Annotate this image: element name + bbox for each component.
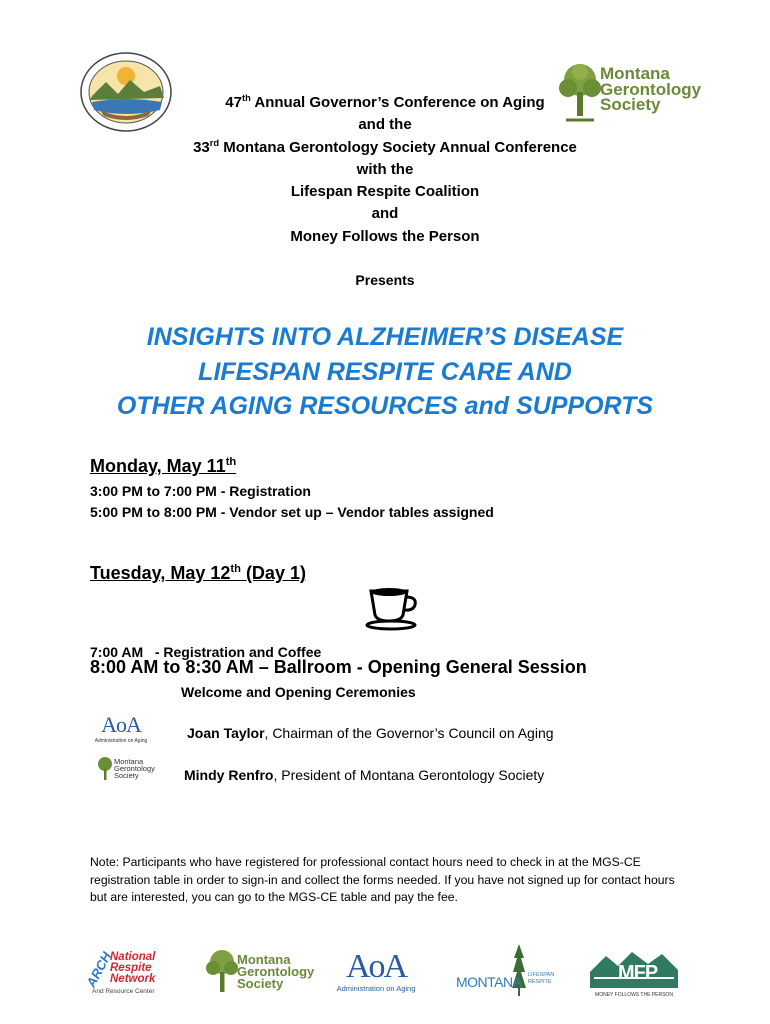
header-line-5: Lifespan Respite Coalition [290,183,480,201]
aoa-bottom-caption: Administration on Aging [336,984,416,993]
montana-word: MONTANA [456,974,522,990]
aoa-small-mark: AoA [101,712,141,737]
arch-line1: National [110,951,156,963]
title-line-3: OTHER AGING RESOURCES and SUPPORTS [116,392,654,420]
presents-label: Presents [355,272,415,288]
header-line-3: 33rd Montana Gerontology Society Annual Conference [193,137,577,156]
note-paragraph: Note: Participants who have registered for professional contact hours need to check in at the MGS-CE registration table in order to sign-in and collect the forms needed. If you have not signed up for contact hours but are interested, you can go to the MGS-CE table and pay the fee. [90,855,675,904]
aoa-bottom-logo [336,950,416,996]
mgs-bottom-line3: Society [237,975,284,991]
tree-icon [205,948,239,996]
speaker-2 [184,767,544,783]
tree-icon [96,756,114,782]
header-line-1: 47th Annual Governor’s Conference on Aging [225,93,545,111]
tuesday-heading: Tuesday, May 12th (Day 1) [90,563,306,583]
arch-line4: And Resource Center [92,988,155,995]
mfp-logo [588,948,680,1000]
monday-schedule [90,481,494,523]
header-line-2: and the [358,116,412,134]
mgs-line1: Montana [600,64,670,83]
arch-respite-logo [83,946,166,998]
title-line-2: LIFESPAN RESPITE CARE AND [198,357,572,386]
mgs-small-line2: Gerontology [114,764,155,774]
arch-mark: ARCH [83,949,115,990]
arch-line2: Respite [110,962,152,974]
montana-lifespan-respite-logo [456,944,556,1000]
mgs-bottom-line1: Montana [237,952,291,967]
monday-heading: Monday, May 11th [90,456,237,476]
montana-side1: LIFESPAN [528,972,555,978]
mfp-caption: MONEY FOLLOWS THE PERSON [595,992,673,998]
speaker-name: Joan Taylor [187,725,265,741]
arch-line3: Network [110,973,156,985]
conference-header [0,92,770,248]
aoa-bottom-mark: AoA [345,948,407,985]
mgs-bottom-line2: Gerontology [237,963,315,979]
header-line-6: and [371,205,399,223]
session-heading: 8:00 AM to 8:30 AM – Ballroom - Opening General Session [90,657,587,677]
mgs-line2: Gerontology [600,79,702,99]
aoa-small-caption: Administration on Aging [94,738,148,744]
mgs-small-line3: Society [114,771,139,781]
coffee-cup-icon [365,583,421,631]
mgs-small-line1: Montana [114,757,144,766]
session-subheading: Welcome and Opening Ceremonies [181,684,416,700]
speaker-name: Mindy Renfro [184,767,274,783]
schedule-item: 5:00 PM to 8:00 PM - Vendor set up – Vendor tables assigned [90,504,494,520]
event-title [0,320,770,424]
header-line-7: Money Follows the Person [290,227,480,245]
header-line-4: with the [356,160,414,178]
speaker-1 [187,725,554,741]
mgs-line3: Society [600,95,661,115]
mgs-bottom-logo [205,948,315,998]
title-line-1: INSIGHTS INTO ALZHEIMER’S DISEASE [146,323,624,351]
speaker-role: , Chairman of the Governor’s Council on Aging [264,725,554,741]
mgs-small-logo [96,756,160,784]
speaker-role: , President of Montana Gerontology Society [273,767,545,783]
schedule-item: 7:00 AM - Registration and Coffee [90,644,322,660]
aoa-small-logo [93,712,149,746]
montana-side2: RESPITE [528,979,552,985]
schedule-item: 3:00 PM to 7:00 PM - Registration [90,483,311,499]
mfp-mark: MFP [618,962,658,984]
